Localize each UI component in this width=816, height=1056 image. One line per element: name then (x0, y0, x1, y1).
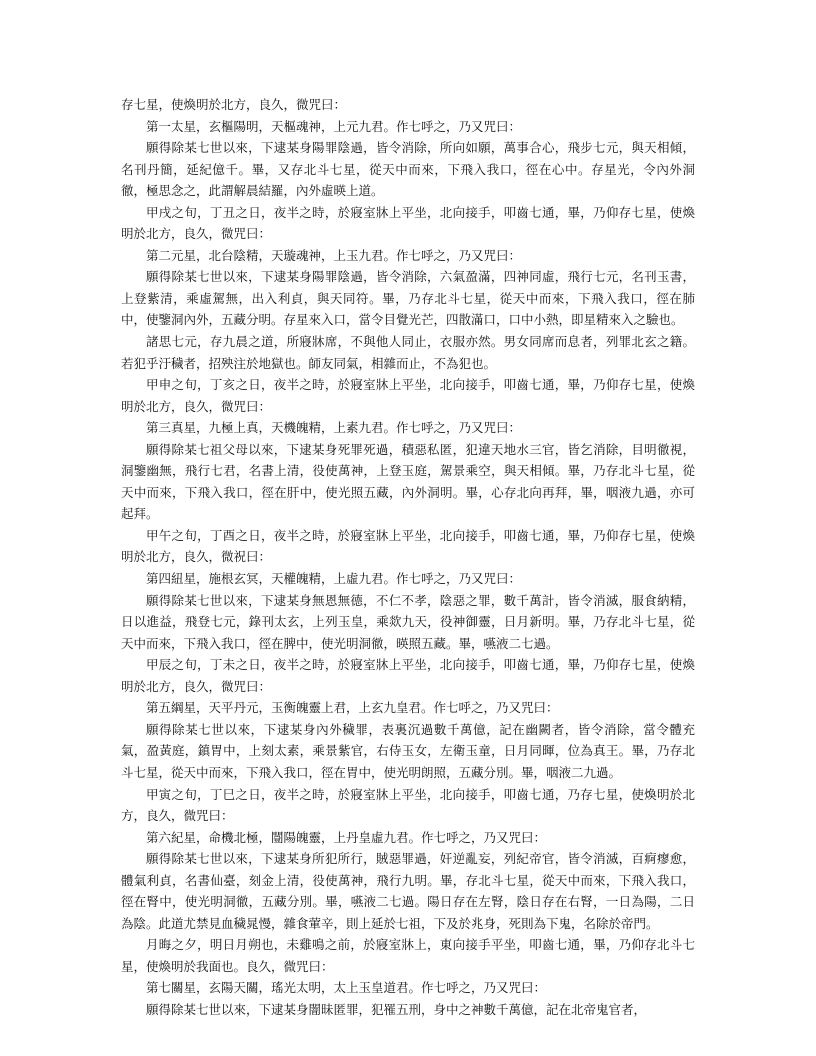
paragraph: 願得除某七世以來，下逮某身陽罪陰過，皆令消除，六氣盈滿，四神同虛，飛行七元，名刊玉書，上登紫清，乘虛駕無，出入利貞，與天同符。畢，乃存北斗七星，從天中而來，下飛入我口，徑在肺中，使鑒洞內外，五藏分明。存星來入口，當令目覺光芒，四散滿口，口中小熱，即星精來入之驗也。 (121, 269, 695, 328)
paragraph: 甲戌之旬，丁丑之日，夜半之時，於寢室牀上平坐，北向接手，叩齒七通，畢，乃仰存七星，使煥明於北方，良久，微咒曰： (121, 204, 695, 242)
paragraph: 願得除某七世以來，下逮某身內外穢罪，表裏沉過數千萬億，記在幽闕者，皆令消除，當令體充氣，盈黃庭，鎮胃中，上刻太素，乘景紫官，右侍玉女，左衛玉童，日月同暉，位為真王。畢，乃存北斗七星，從天中而來，下飛入我口，徑在胃中，使光明朗照，五藏分別。畢，咽液二九過。 (121, 721, 695, 780)
paragraph: 第五綱星，天平丹元，玉衡魄靈上君，上玄九皇君。作七呼之，乃又咒曰： (146, 700, 559, 716)
paragraph: 第四紐星，施根玄冥，天權魄精，上虛九君。作七呼之，乃又咒曰： (146, 571, 522, 587)
paragraph: 甲申之旬，丁亥之日，夜半之時，於寢室牀上平坐，北向接手，叩齒七通，畢，乃仰存七星，使煥明於北方，良久，微咒曰： (121, 377, 695, 414)
paragraph: 第七關星，玄陽天關，瑤光太明，太上玉皇道君。作七呼之，乃又咒曰： (146, 980, 547, 996)
body-text (121, 94, 695, 1021)
paragraph: 諸思七元，存九晨之道，所寢牀席，不與他人同止，衣服亦然。男女同席而息者，列罪北玄之籍。若犯乎汙穢者，招殃注於地獄也。師友同氣，相雜而止，不為犯也。 (121, 334, 695, 371)
paragraph: 願得除某七世以來，下逮某身所犯所行，賊惡罪過，奸逆亂妄，列紀帝官，皆令消滅，百痾瘳愈，體氣利貞，名書仙臺，刻金上清，役使萬神，飛行九明。畢，存北斗七星，從天中而來，下飛入我口，徑在腎中，使光明洞徹，五藏分別。畢，嚥液二七過。陽日存在左腎，陰日存在右腎，一日為陽，二日為陰。此道尤禁見血穢晁慢，雜食葷辛，則上延於七祖，下及於兆身，死則為下鬼，名除於帝門。 (121, 851, 695, 931)
paragraph: 月晦之夕，明日月朔也，未雞鳴之前，於寢室牀上，東向接手平坐，叩齒七通，畢，乃仰存北斗七星，使煥明於我面也。良久，微咒曰： (121, 937, 695, 974)
paragraph: 第六紀星，命機北極，闓陽魄靈，上丹皇虛九君。作七呼之，乃又咒曰： (146, 829, 547, 845)
paragraph: 願得除某七世以來，下逮某身無恩無德，不仁不孝，陰惡之罪，數千萬計，皆令消滅，服食納精，日以進益，飛登七元，錄刊太玄，上列玉皇，乘欻九天，役神御靈，日月新明。畢，乃存北斗七星，從天中而來，下飛入我口，徑在脾中，使光明洞徹，暎照五藏。畢，嚥液二七過。 (121, 592, 695, 651)
paragraph: 甲辰之旬，丁未之日，夜半之時，於寢室牀上平坐，北向接手，叩齒七通，畢，乃仰存七星，使煥明於北方，良久，微咒曰： (121, 657, 695, 694)
paragraph: 存七星，使煥明於北方，良久，微咒曰： (121, 97, 347, 112)
paragraph: 甲寅之旬，丁巳之日，夜半之時，於寢室牀上平坐，北向接手，叩齒七通，乃存七星，使煥明於北方，良久，微咒曰： (121, 786, 695, 824)
paragraph: 第三真星，九極上真，天機魄精，上素九君。作七呼之，乃又咒曰： (146, 420, 522, 436)
paragraph: 甲午之旬，丁酉之日，夜半之時，於寢室牀上平坐，北向接手，叩齒七通，畢，乃仰存七星，使煥明於北方，良久，微祝曰： (121, 527, 695, 565)
paragraph: 第一太星，玄樞陽明，天樞魂神，上元九君。作七呼之，乃又咒曰： (146, 118, 522, 134)
paragraph: 第二元星，北台陰精，天璇魂神，上玉九君。作七呼之，乃又咒曰： (146, 247, 522, 263)
paragraph: 願得除某七祖父母以來，下逮某身死罪死過，積惡私匿，犯違天地水三官，皆乞消除，目明徹視，洞鑒幽無，飛行七君，名書上清，役使萬神，上登玉庭，駕景乘空，與天相傾。畢，乃存北斗七星，從天中而來，下飛入我口，徑在肝中，使光照五藏，內外洞明。畢，心存北向再拜，畢，咽液九過，亦可起拜。 (121, 441, 695, 522)
paragraph: 願得除某七世以來，下逮某身闇昧匿罪，犯罹五刑，身中之神數千萬億，記在北帝鬼官者， (146, 1001, 647, 1017)
paragraph: 願得除某七世以來，下逮某身陽罪陰過，皆令消除，所向如願，萬事合心，飛步七元，與天相傾，名刊丹簡，延紀億千。畢，又存北斗七星，從天中而來，下飛入我口，徑在心中。存星光，令內外洞徹，極思念之，此謂解晨結羅，內外虛暎上道。 (121, 140, 695, 199)
